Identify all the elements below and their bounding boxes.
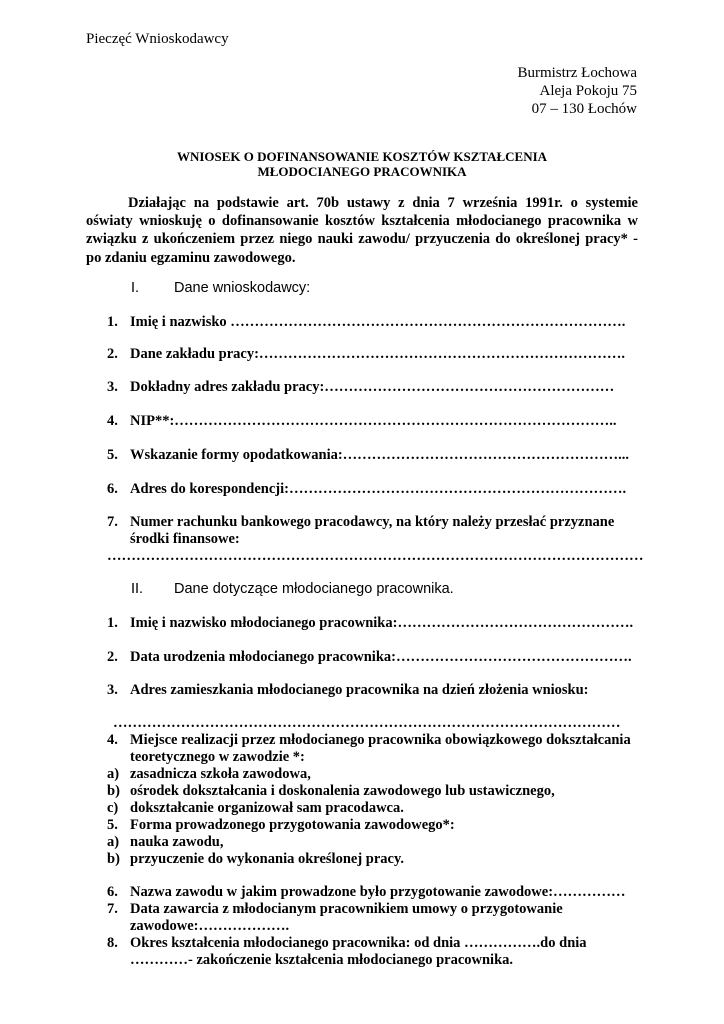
option-letter: b): [107, 783, 120, 799]
item-text: Okres kształcenia młodocianego pracownika: od dnia …………….do dnia: [130, 935, 587, 951]
item-number: 7.: [107, 901, 118, 917]
item-text: Adres zamieszkania młodocianego pracownika na dzień złożenia wniosku:: [130, 682, 589, 698]
item-number: 5.: [107, 447, 118, 463]
section-2-number: II.: [131, 581, 144, 597]
option-text: ośrodek dokształcania i doskonalenia zawodowego lub ustawicznego,: [130, 783, 555, 799]
option-text: dokształcanie organizował sam pracodawca.: [130, 800, 404, 816]
option-text: przyuczenie do wykonania określonej pracy.: [130, 851, 405, 867]
section-1-number: I.: [131, 280, 140, 296]
recipient-line-3: 07 – 130 Łochów: [531, 101, 637, 117]
item-text: Imię i nazwisko młodocianego pracownika:………………………………………….: [130, 615, 634, 631]
item-text: Adres do korespondencji:…………………………………………………………….: [130, 481, 627, 497]
item-number: 4.: [107, 413, 118, 429]
item-number: 1.: [107, 615, 118, 631]
item-number: 1.: [107, 314, 118, 330]
intro-text: Działając na podstawie art. 70b ustawy z dnia 7 września 1991r. o systemie oświaty wnioskuję o dofinansowanie kosztów kształcenia młodocianego pracownika w związku z ukończeniem przez niego nauki zawodu/ przyuczenia do określonej pracy* - po zdaniu egzaminu zawodowego.: [86, 195, 638, 266]
item-text: Nazwa zawodu w jakim prowadzone było przygotowanie zawodowe:……………: [130, 884, 626, 900]
item-text-continued: środki finansowe:: [130, 531, 240, 547]
bank-account-dots-line: …………………………………………………………………………………………………: [107, 548, 644, 564]
item-number: 6.: [107, 481, 118, 497]
document-title-line-2: MŁODOCIANEGO PRACOWNIKA: [257, 164, 467, 179]
recipient-line-1: Burmistrz Łochowa: [517, 65, 637, 81]
item-number: 8.: [107, 935, 118, 951]
item-text: Dokładny adres zakładu pracy:……………………………………………………: [130, 379, 615, 395]
item-number: 5.: [107, 817, 118, 833]
item-text-continued: …………- zakończenie kształcenia młodocianego pracownika.: [130, 952, 514, 968]
item-text: Miejsce realizacji przez młodocianego pracownika obowiązkowego dokształcania: [130, 732, 631, 748]
option-letter: a): [107, 834, 120, 850]
item-number: 3.: [107, 379, 118, 395]
item-text: Dane zakładu pracy:………………………………………………………………….: [130, 346, 626, 362]
option-letter: a): [107, 766, 120, 782]
item-text: Numer rachunku bankowego pracodawcy, na który należy przesłać przyznane: [130, 514, 615, 530]
item-text-continued: teoretycznego w zawodzie *:: [130, 749, 305, 765]
item-number: 6.: [107, 884, 118, 900]
item-text: Imię i nazwisko ……………………………………………………………………….: [130, 314, 626, 330]
item-text: Data urodzenia młodocianego pracownika:………………………………………….: [130, 649, 632, 665]
recipient-line-2: Aleja Pokoju 75: [539, 83, 637, 99]
option-letter: b): [107, 851, 120, 867]
item-number: 2.: [107, 649, 118, 665]
stamp-label: Pieczęć Wnioskodawcy: [86, 31, 229, 47]
intro-paragraph: [86, 194, 638, 267]
item-text-continued: zawodowe:……………….: [130, 918, 290, 934]
item-number: 4.: [107, 732, 118, 748]
item-number: 2.: [107, 346, 118, 362]
item-text: NIP**:………………………………………………………………………………..: [130, 413, 617, 429]
item-text: Wskazanie formy opodatkowania:…………………………………………………...: [130, 447, 630, 463]
item-number: 7.: [107, 514, 118, 530]
option-text: zasadnicza szkoła zawodowa,: [130, 766, 311, 782]
item-text: Data zawarcia z młodocianym pracownikiem umowy o przygotowanie: [130, 901, 563, 917]
section-1-title: Dane wnioskodawcy:: [174, 280, 311, 296]
document-title-line-1: WNIOSEK O DOFINANSOWANIE KOSZTÓW KSZTAŁCENIA: [176, 149, 548, 164]
item-number: 3.: [107, 682, 118, 698]
option-text: nauka zawodu,: [130, 834, 224, 850]
option-letter: c): [107, 800, 119, 816]
address-dots-line: ……………………………………………………………………………………………: [113, 715, 621, 731]
section-2-title: Dane dotyczące młodocianego pracownika.: [174, 581, 454, 597]
item-text: Forma prowadzonego przygotowania zawodowego*:: [130, 817, 455, 833]
